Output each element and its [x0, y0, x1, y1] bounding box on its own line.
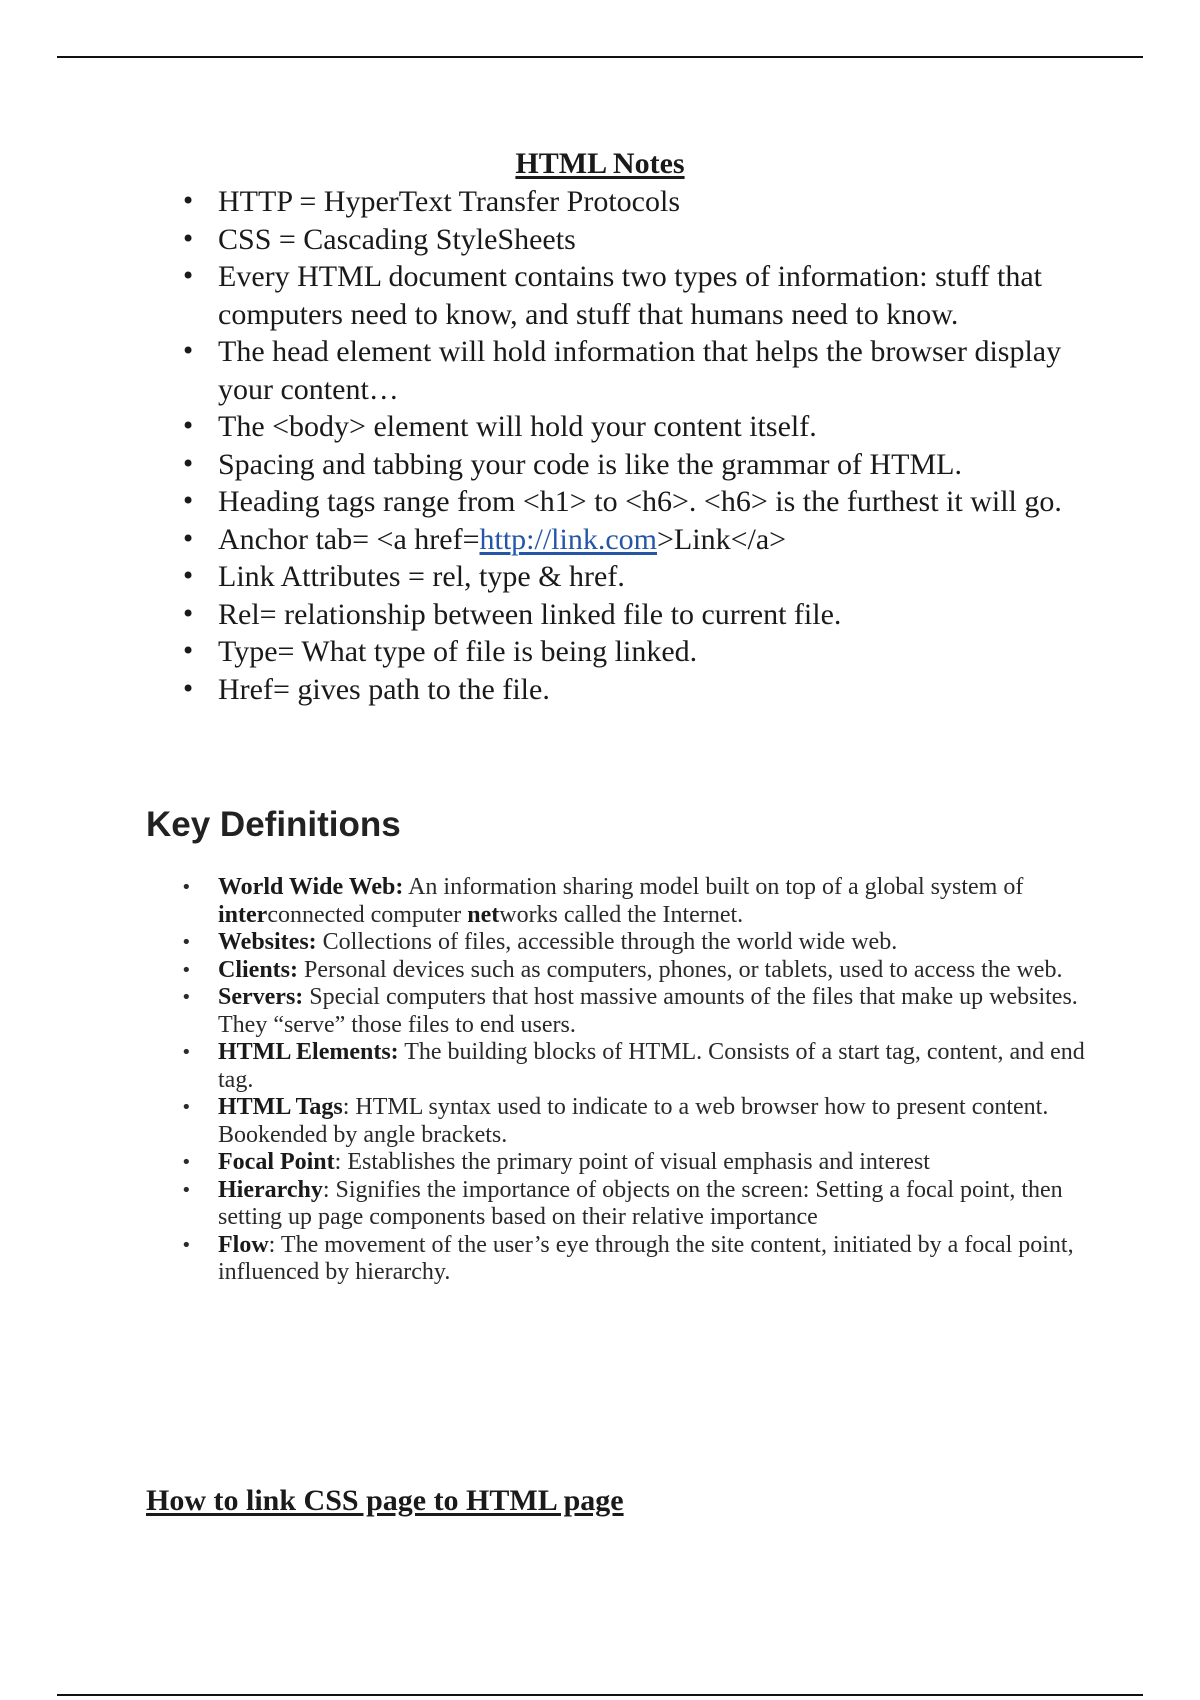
anchor-note-prefix: Anchor tab= <a href= — [218, 522, 480, 556]
definition-item — [218, 1094, 1098, 1149]
definition-text: Special computers that host massive amounts of the files that make up websites. They “serve” those files to end users. — [218, 984, 1078, 1038]
bottom-rule — [57, 1694, 1143, 1696]
definition-text: Collections of files, accessible through the world wide web. — [316, 929, 898, 955]
anchor-note-suffix: >Link</a> — [657, 522, 787, 556]
definition-term: Focal Point — [218, 1149, 335, 1175]
definitions-list — [218, 874, 1098, 1287]
definition-text: : The movement of the user’s eye through the site content, initiated by a focal point, influenced by hierarchy. — [218, 1231, 1074, 1285]
emphasis-inter: inter — [218, 901, 268, 928]
definition-term: HTML Tags — [218, 1094, 343, 1120]
example-link[interactable]: http://link.com — [479, 522, 657, 556]
definition-text: connected computer — [267, 901, 468, 928]
definition-text: An information sharing model built on top of a global system of — [403, 874, 1024, 900]
definition-term: Websites: — [218, 929, 317, 955]
emphasis-net: net — [467, 901, 500, 928]
list-item: • Href= gives path to the file. — [218, 671, 1068, 709]
definition-term: Hierarchy — [218, 1176, 323, 1203]
definition-item — [218, 1232, 1098, 1287]
definition-term: Servers: — [218, 984, 304, 1010]
list-item: • Link Attributes = rel, type & href. — [218, 558, 1068, 596]
definition-item — [218, 1149, 1098, 1177]
definition-text: : Signifies the importance of objects on the screen: Setting a focal point, then setting up page components based on their relative importance — [218, 1176, 1063, 1230]
list-item: • The head element will hold information that helps the browser display your content… — [218, 333, 1068, 408]
definition-www — [218, 874, 1098, 929]
top-rule — [57, 56, 1143, 58]
definition-text: The building blocks of HTML. Consists of a start tag, content, and end tag. — [218, 1039, 1085, 1093]
definition-item — [218, 929, 1098, 957]
definition-text: works called the Internet. — [499, 901, 744, 928]
definition-term: HTML Elements: — [218, 1039, 399, 1065]
css-link-heading: How to link CSS page to HTML page — [146, 1484, 624, 1517]
notes-list — [218, 183, 1068, 708]
page-title: HTML Notes — [515, 147, 685, 180]
definition-item — [218, 984, 1098, 1039]
definition-text: Personal devices such as computers, phones, or tablets, used to access the web. — [298, 956, 1063, 983]
definition-term: Flow — [218, 1231, 269, 1258]
definition-term: Clients: — [218, 956, 298, 983]
list-item: • Heading tags range from <h1> to <h6>. <h6> is the furthest it will go. — [218, 483, 1068, 521]
list-item: • The <body> element will hold your content itself. — [218, 408, 1068, 446]
list-item: • CSS = Cascading StyleSheets — [218, 221, 1068, 259]
definition-term: World Wide Web: — [218, 874, 404, 900]
definition-text: : Establishes the primary point of visual emphasis and interest — [334, 1149, 930, 1175]
list-item: • Type= What type of file is being linked. — [218, 633, 1068, 671]
list-item: • Spacing and tabbing your code is like the grammar of HTML. — [218, 446, 1068, 484]
list-item: • Rel= relationship between linked file to current file. — [218, 596, 1068, 634]
definition-item — [218, 1177, 1098, 1232]
definition-text: : HTML syntax used to indicate to a web browser how to present content. Bookended by angle brackets. — [218, 1094, 1049, 1148]
list-item: • Every HTML document contains two types of information: stuff that computers need to know, and stuff that humans need to know. — [218, 258, 1068, 333]
anchor-note-item — [218, 521, 1068, 559]
definition-item — [218, 957, 1098, 985]
key-definitions-heading: Key Definitions — [146, 805, 401, 844]
list-item: • HTTP = HyperText Transfer Protocols — [218, 183, 1068, 221]
definition-item — [218, 1039, 1098, 1094]
